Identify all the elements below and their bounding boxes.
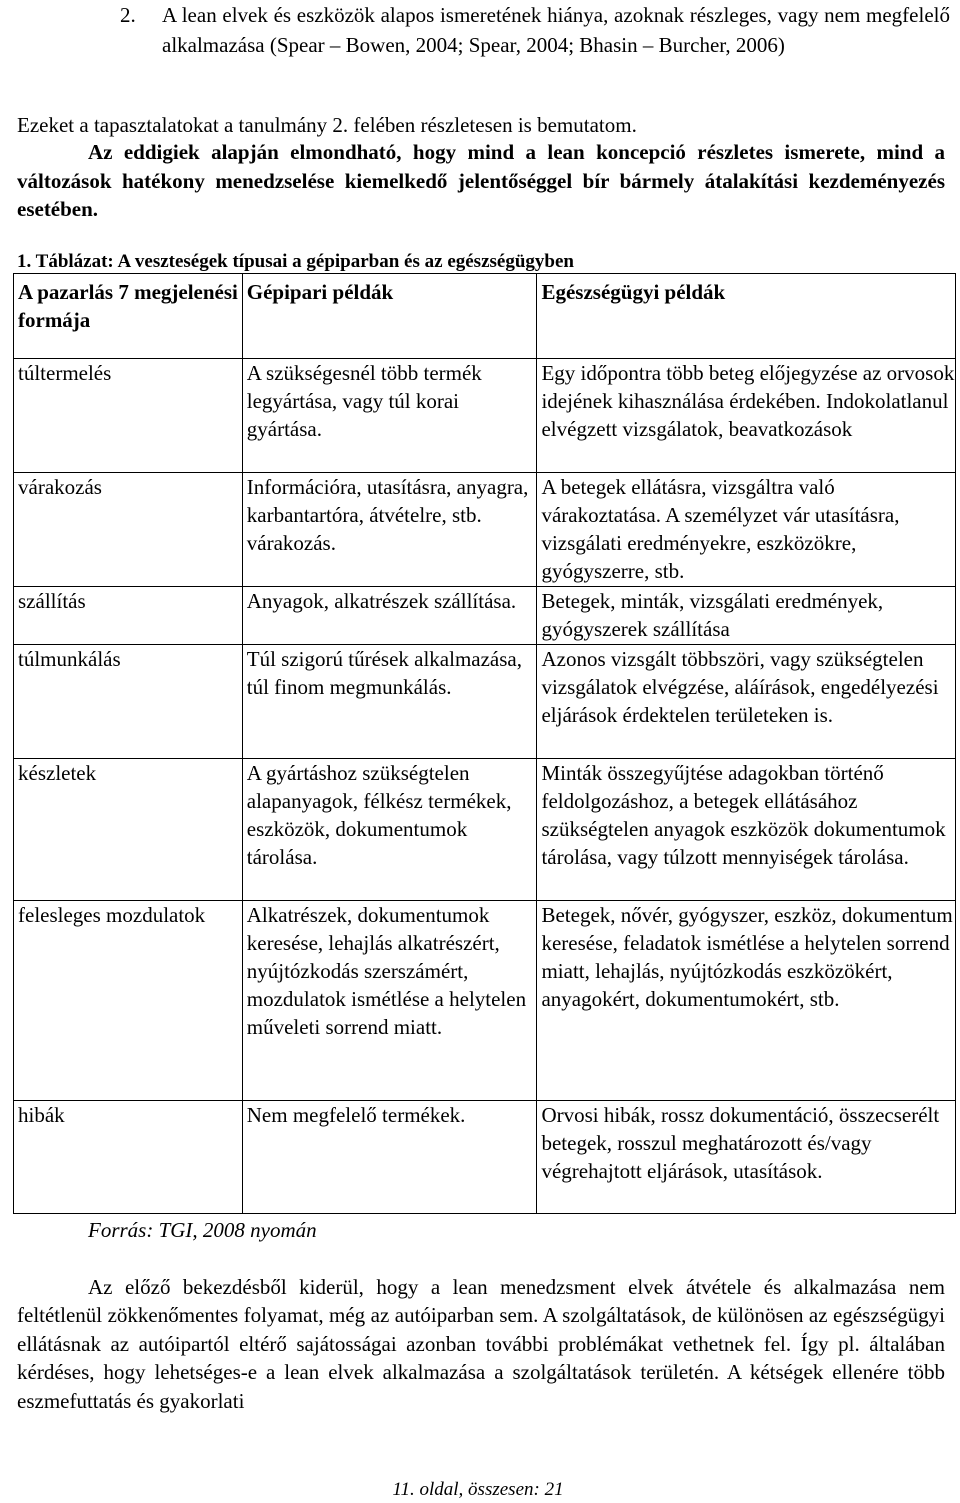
header-waste-form: A pazarlás 7 megjelenési formája [14,274,243,359]
waste-types-table [13,273,956,1214]
cell-waste-form: szállítás [14,587,243,645]
header-machine-examples: Gépipari példák [242,274,537,359]
cell-health-example: Betegek, nővér, gyógyszer, eszköz, dokumentum keresése, feladatok ismétlése a helytelen sorrend miatt, lehajlás, nyújtózkodás eszközökért, anyagokért, dokumentumokért, stb. [537,901,956,1101]
cell-health-example: Betegek, minták, vizsgálati eredmények, gyógyszerek szállítása [537,587,956,645]
cell-health-example: Egy időpontra több beteg előjegyzése az orvosok idejének kihasználása érdekében. Indokolatlanul elvégzett vizsgálatok, beavatkozások [537,359,956,473]
cell-health-example: Minták összegyűjtése adagokban történő feldolgozáshoz, a betegek ellátásához szükségtelen anyagok eszközök dokumentumok tárolása, vagy túlzott mennyiségek tárolása. [537,759,956,901]
cell-waste-form: készletek [14,759,243,901]
cell-health-example: A betegek ellátásra, vizsgáltra való várakoztatása. A személyzet vár utasításra, vizsgálati eredményekre, eszközökre, gyógyszerre, stb. [537,473,956,587]
cell-waste-form: várakozás [14,473,243,587]
bold-summary-paragraph: Az eddigiek alapján elmondható, hogy mind a lean koncepció részletes ismerete, mind a változások hatékony menedzselése kiemelkedő jelentőséggel bír bármely átalakítási kezdeményezés esetében. [17,140,945,221]
table-header-row [14,274,956,359]
cell-waste-form: túltermelés [14,359,243,473]
body-paragraph: Az előző bekezdésből kiderül, hogy a lean menedzsment elvek átvétele és alkalmazása nem feltétlenül zökkenőmentes folyamat, még az autóiparban sem. A szolgáltatások, de különösen az egészségügyi ellátásnak az autóipartól eltérő sajátosságai azonban további problémákat vethetnek fel. Így pl. általában kérdéses, hogy lehetséges-e a lean elvek alkalmazása a szolgáltatások területén. A kétségek ellenére több eszmefuttatás és gyakorlati [17,1275,945,1413]
intro-line: Ezeket a tapasztalatokat a tanulmány 2. felében részletesen is bemutatom. [17,113,637,137]
cell-machine-example: Anyagok, alkatrészek szállítása. [242,587,537,645]
table-source: Forrás: TGI, 2008 nyomán [88,1218,317,1242]
cell-machine-example: Nem megfelelő termékek. [242,1101,537,1214]
table-row [14,901,956,1101]
cell-health-example: Orvosi hibák, rossz dokumentáció, összecserélt betegek, rosszul meghatározott és/vagy végrehajtott eljárások, utasítások. [537,1101,956,1214]
table-row [14,1101,956,1214]
table-row [14,587,956,645]
cell-machine-example: A gyártáshoz szükségtelen alapanyagok, félkész termékek, eszközök, dokumentumok tárolása. [242,759,537,901]
page-footer [0,1478,960,1502]
table-row [14,645,956,759]
table-caption: 1. Táblázat: A veszteségek típusai a gépiparban és az egészségügyben [17,251,574,272]
table-row [14,359,956,473]
cell-machine-example: Túl szigorú tűrések alkalmazása, túl finom megmunkálás. [242,645,537,759]
cell-waste-form: felesleges mozdulatok [14,901,243,1101]
list-item-text: A lean elvek és eszközök alapos ismeretének hiánya, azoknak részleges, vagy nem megfelelő alkalmazása (Spear – Bowen, 2004; Spear, 2004; Bhasin – Burcher, 2006) [162,3,950,57]
cell-waste-form: hibák [14,1101,243,1214]
cell-health-example: Azonos vizsgált többszöri, vagy szükségtelen vizsgálatok elvégzése, aláírások, engedélyezési eljárások érdektelen területeken is. [537,645,956,759]
table-row [14,473,956,587]
cell-machine-example: Alkatrészek, dokumentumok keresése, lehajlás alkatrészért, nyújtózkodás szerszámért, mozdulatok ismétlése a helytelen műveleti sorrend miatt. [242,901,537,1101]
cell-machine-example: Információra, utasításra, anyagra, karbantartóra, átvételre, stb. várakozás. [242,473,537,587]
page-number: 11. oldal, összesen: 21 [392,1479,564,1500]
list-item-number: 2. [120,3,136,27]
cell-waste-form: túlmunkálás [14,645,243,759]
table-row [14,759,956,901]
header-health-examples: Egészségügyi példák [537,274,956,359]
cell-machine-example: A szükségesnél több termék legyártása, vagy túl korai gyártása. [242,359,537,473]
